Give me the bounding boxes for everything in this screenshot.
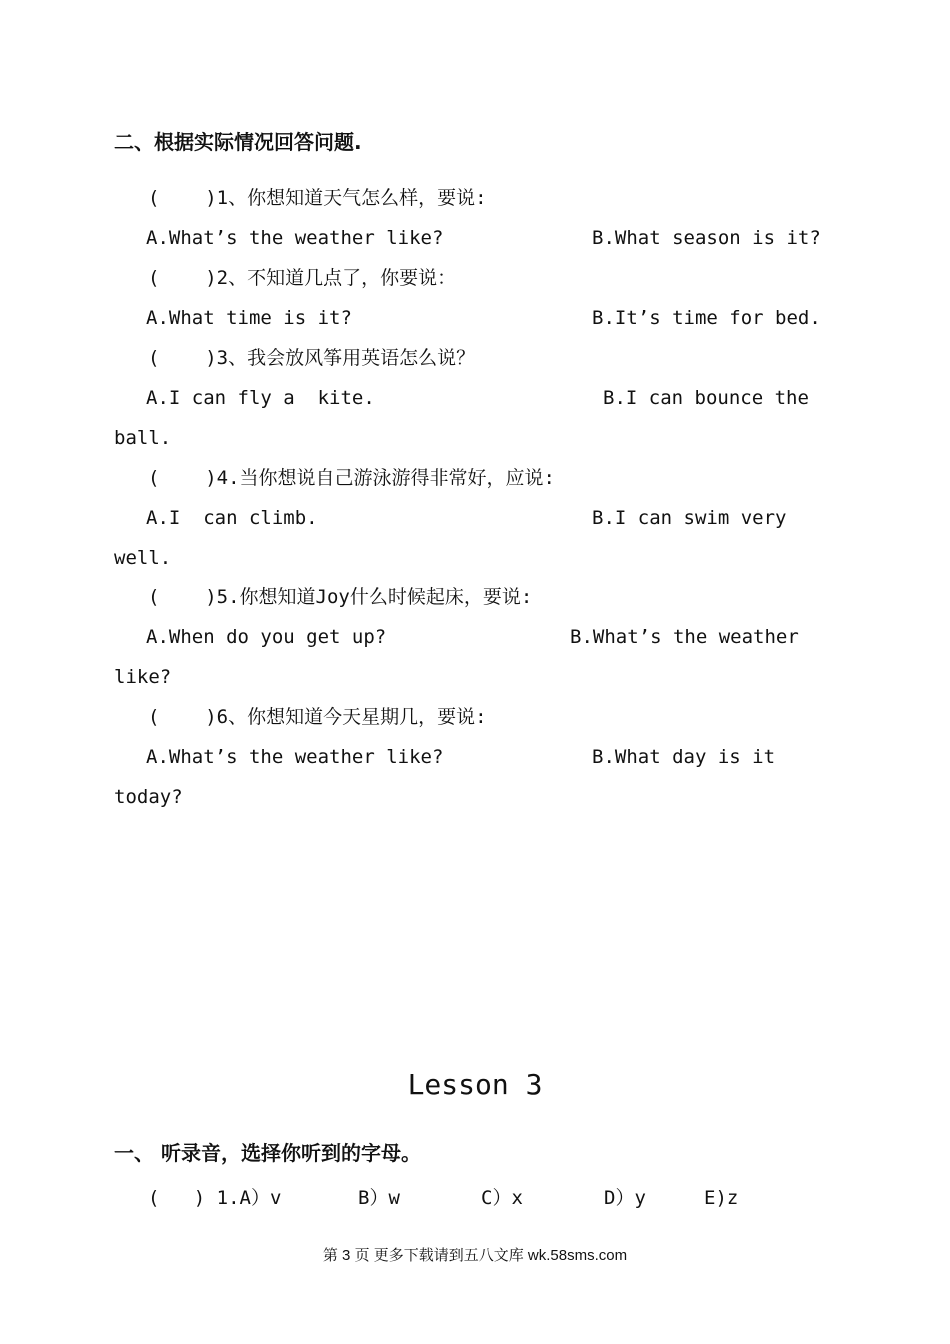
question-6-option-b-continued: today? [114,786,183,808]
lesson-section-1-heading: 一、 听录音，选择你听到的字母。 [114,1141,421,1165]
question-1-option-b: B.What season is it? [592,227,821,249]
question-5-option-b-continued: like? [114,666,172,688]
question-3-option-a: A.I can fly a kite. [146,387,375,409]
question-4-option-a: A.I can climb. [146,507,318,529]
question-3-option-b-continued: ball. [114,427,172,449]
question-2-option-a: A.What time is it? [146,307,352,329]
question-1-stem: ( )1、你想知道天气怎么样，要说: [148,187,487,209]
question-3-stem: ( )3、我会放风筝用英语怎么说？ [148,347,476,369]
question-4-stem: ( )4.当你想说自己游泳游得非常好，应说: [148,467,555,489]
question-6-stem: ( )6、你想知道今天星期几，要说: [148,706,487,728]
section-2-heading: 二、根据实际情况回答问题. [114,130,362,154]
lesson-question-1-option-c: C）x [481,1187,523,1209]
lesson-question-1-option-e: E)z [704,1187,739,1209]
question-1-option-a: A.What’s the weather like? [146,227,444,249]
question-4-option-b-continued: well. [114,547,172,569]
question-5-option-b: B.What’s the weather [570,626,799,648]
question-4-option-b: B.I can swim very [592,507,787,529]
lesson-title: Lesson 3 [407,1068,543,1101]
lesson-question-1-stem: ( ) 1.A）v [148,1187,282,1209]
lesson-question-1-option-b: B）w [358,1187,400,1209]
question-5-stem: ( )5.你想知道Joy什么时候起床，要说: [148,586,533,608]
question-2-stem: ( )2、不知道几点了，你要说： [148,267,457,289]
lesson-question-1-option-d: D）y [604,1187,646,1209]
question-6-option-a: A.What’s the weather like? [146,746,444,768]
question-6-option-b: B.What day is it [592,746,776,768]
question-3-option-b: B.I can bounce the [603,387,809,409]
question-5-option-a: A.When do you get up? [146,626,387,648]
page-footer: 第 3 页 更多下载请到五八文库 wk.58sms.com [322,1247,628,1264]
question-2-option-b: B.It’s time for bed. [592,307,821,329]
